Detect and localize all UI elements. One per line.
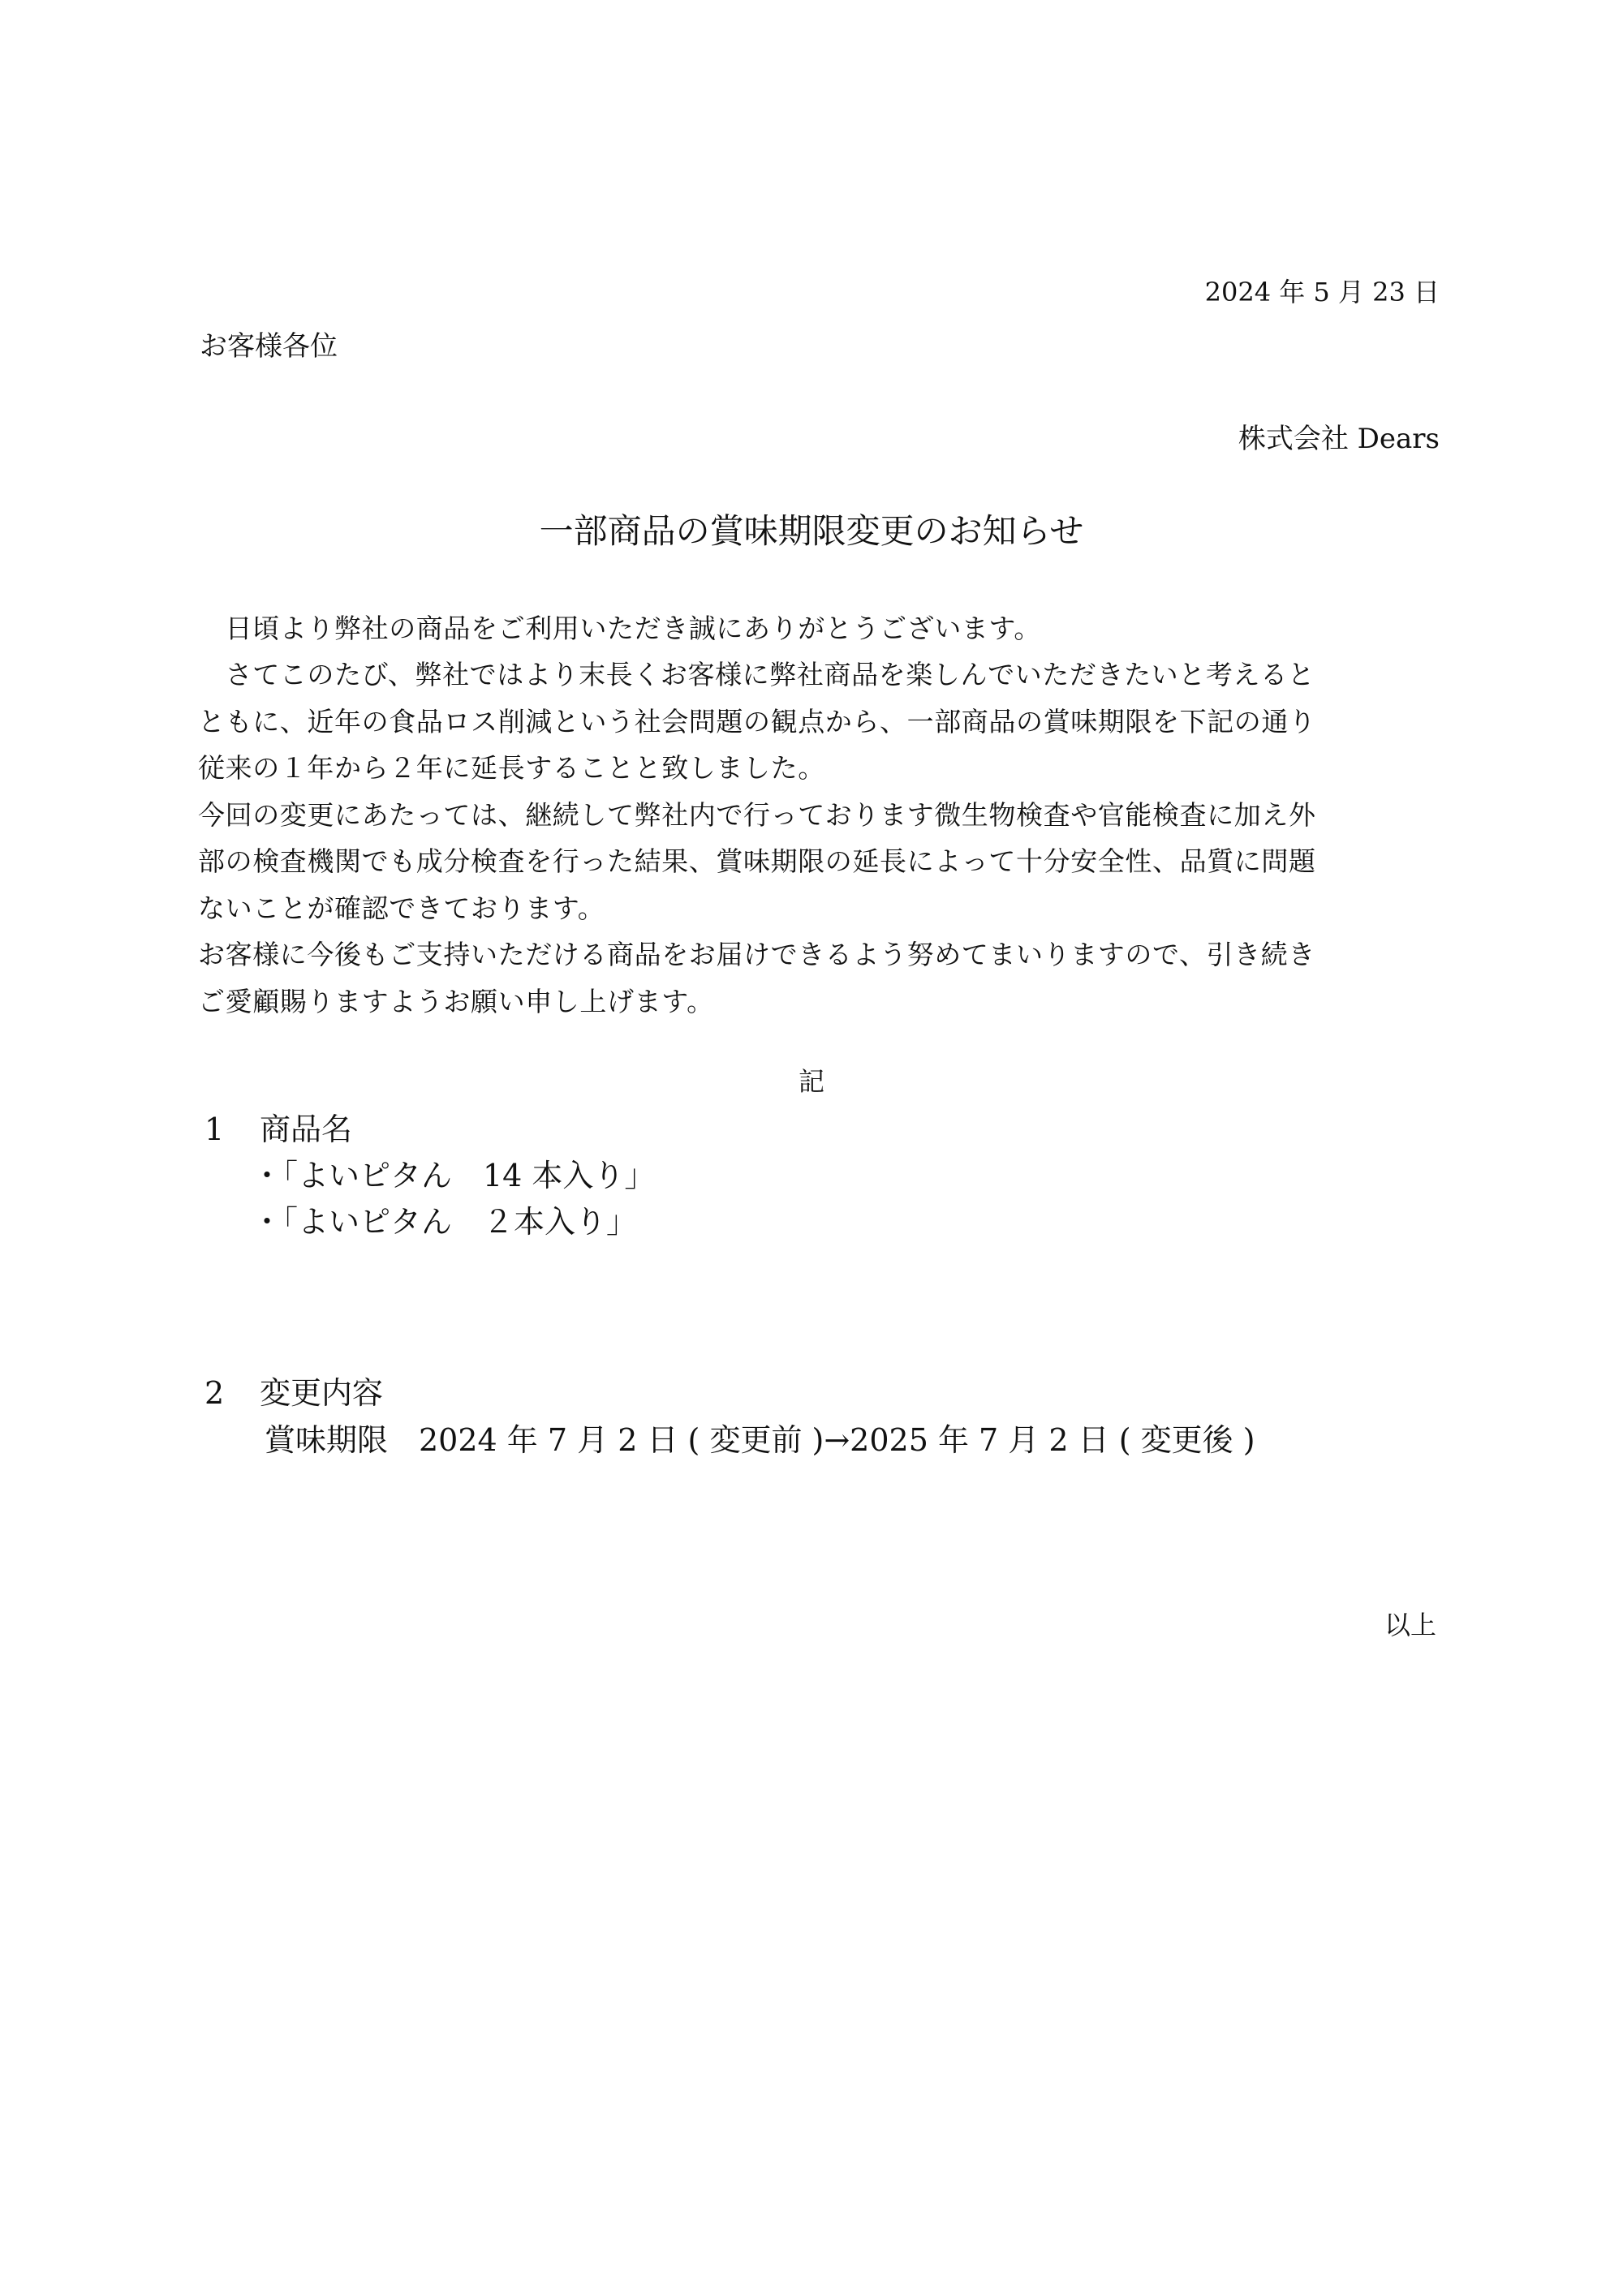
- body-line: ないことが確認できております。: [198, 892, 605, 924]
- sender-company: 株式会社 Dears: [1238, 423, 1440, 455]
- section-1-title: 商品名: [260, 1111, 353, 1147]
- section-2-title: 変更内容: [260, 1375, 384, 1411]
- closing-mark: 以上: [1384, 1610, 1436, 1640]
- body-line: お客様に今後もご支持いただける商品をお届けできるよう努めてまいりますので、引き続き: [198, 939, 1315, 970]
- product-item: ・「よいピタん ２本入り」: [252, 1204, 638, 1240]
- section-2-heading: [204, 1375, 384, 1411]
- body-line: 今回の変更にあたっては、継続して弊社内で行っております微生物検査や官能検査に加え外: [198, 799, 1316, 831]
- section-2-number: 2: [204, 1375, 225, 1411]
- product-item: ・「よいピタん 14 本入り」: [252, 1158, 656, 1193]
- body-line: 部の検査機関でも成分検査を行った結果、賞味期限の延長によって十分安全性、品質に問題: [198, 845, 1316, 877]
- section-1-number: 1: [204, 1111, 225, 1147]
- body-line: 日頃より弊社の商品をご利用いただき誠にありがとうございます。: [198, 613, 1041, 644]
- change-detail: 賞味期限 2024 年 7 月 2 日 ( 変更前 )→2025 年 7 月 2 日 ( 変更後 ): [265, 1422, 1255, 1458]
- body-line: 従来の１年から２年に延長することと致しました。: [198, 752, 825, 784]
- section-1-heading: [204, 1111, 353, 1147]
- body-line: ご愛顧賜りますようお願い申し上げます。: [198, 986, 714, 1017]
- document-title: 一部商品の賞味期限変更のお知らせ: [539, 511, 1084, 551]
- ki-marker: 記: [798, 1066, 824, 1097]
- document-date: 2024 年 5 月 23 日: [1204, 277, 1440, 307]
- body-line: ともに、近年の食品ロス削減という社会問題の観点から、一部商品の賞味期限を下記の通り: [198, 706, 1316, 737]
- recipient: お客様各位: [200, 330, 338, 363]
- body-line: さてこのたび、弊社ではより末長くお客様に弊社商品を楽しんでいただきたいと考えると: [198, 659, 1315, 690]
